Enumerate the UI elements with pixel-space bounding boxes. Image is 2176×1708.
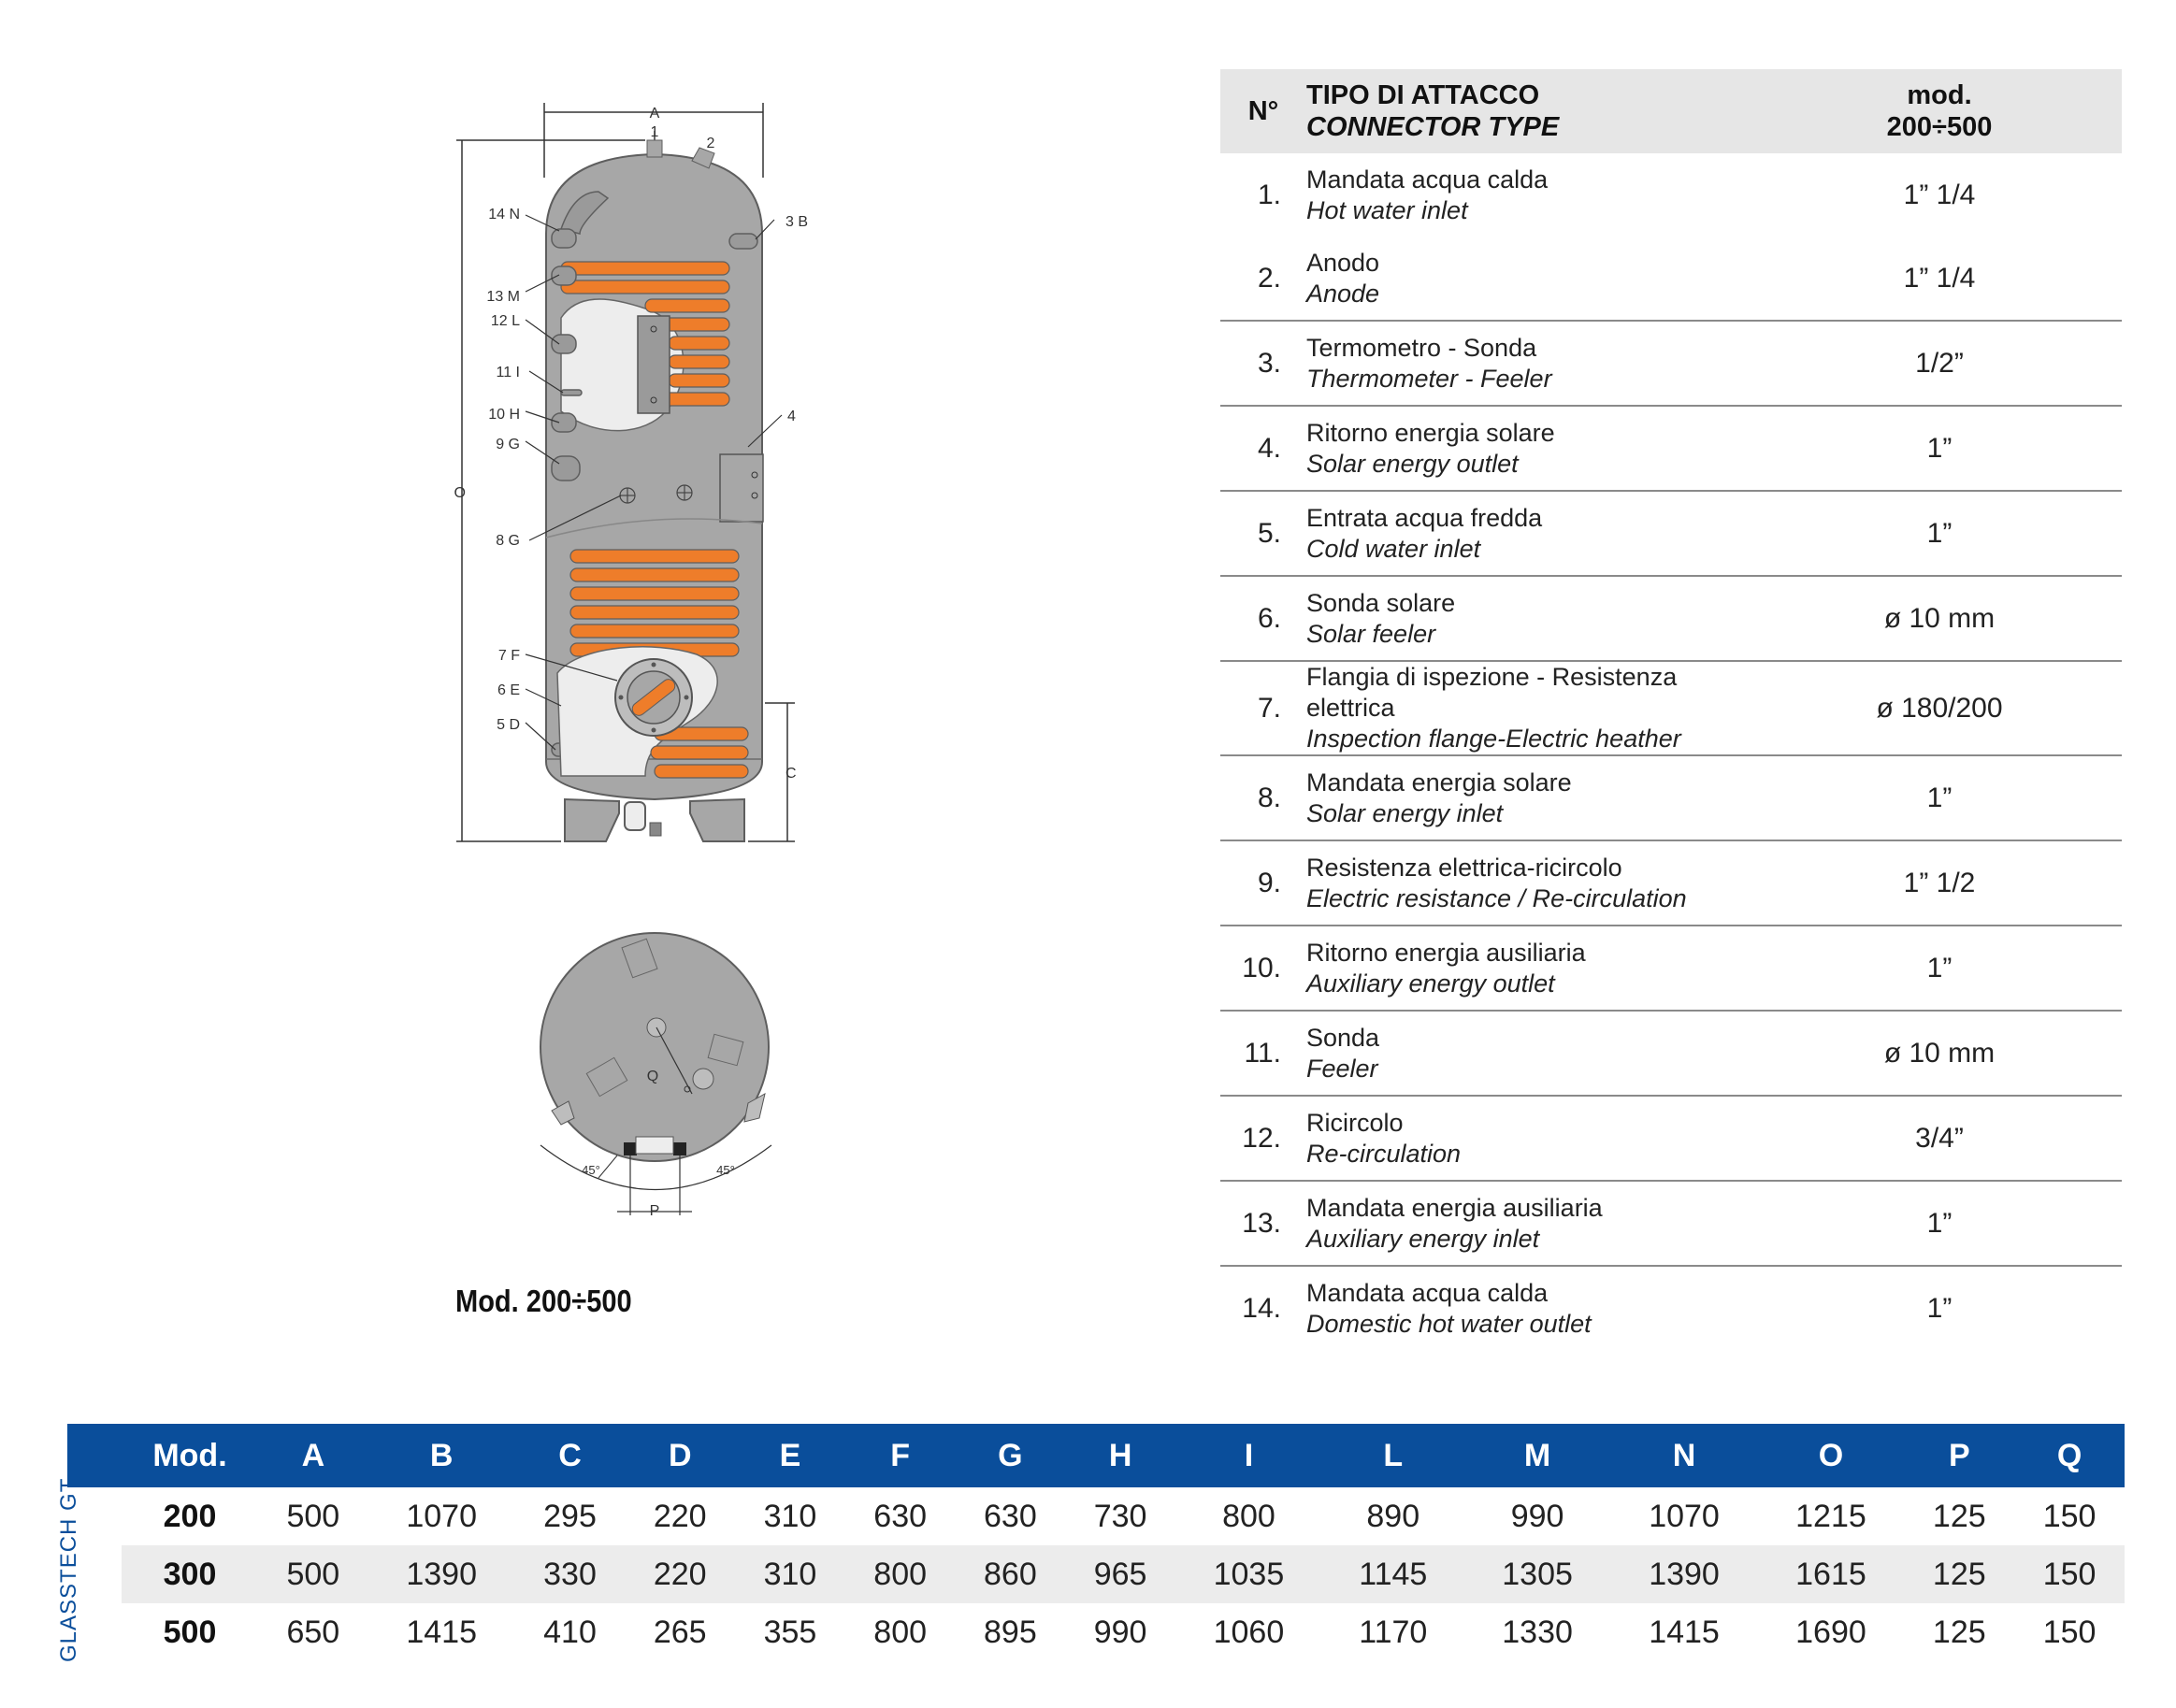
connector-size: 1” (1757, 1181, 2122, 1266)
connector-type (1306, 840, 1757, 926)
label-9G: 9 G (496, 437, 520, 452)
dimension-cell: 890 (1366, 1498, 1420, 1534)
dimension-cell: 295 (543, 1498, 597, 1534)
bottom-coil (651, 727, 748, 778)
header-type-it: TIPO DI ATTACCO (1306, 80, 1540, 110)
label-1: 1 (650, 124, 659, 140)
connector-type-it: Mandata acqua calda (1306, 165, 1549, 194)
connector-size: 1” (1757, 755, 2122, 840)
connector-type-en: Electric resistance / Re-circulation (1306, 883, 1687, 912)
dimensions-table (67, 1424, 2125, 1661)
connector-row (1220, 926, 2122, 1011)
connector-num: 14. (1220, 1266, 1306, 1350)
connector-type-it: Mandata energia ausiliaria (1306, 1193, 1603, 1222)
dimensions-body (67, 1487, 2125, 1661)
dimensions-row (67, 1487, 2125, 1545)
label-10H: 10 H (488, 407, 520, 423)
connector-row (1220, 406, 2122, 491)
connector-type-it: Ricircolo (1306, 1108, 1404, 1137)
label-12L: 12 L (490, 313, 520, 329)
connector-type-en: Auxiliary energy inlet (1306, 1224, 1540, 1253)
connector-type-it: Termometro - Sonda (1306, 333, 1537, 362)
dimension-cell: 650 (286, 1614, 340, 1650)
connector-row (1220, 1011, 2122, 1096)
connector-type (1306, 1096, 1757, 1181)
connector-num: 12. (1220, 1096, 1306, 1181)
connector-num: 1. (1257, 179, 1281, 210)
dimension-cell: 1415 (1649, 1614, 1720, 1650)
connector-type-it: Entrata acqua fredda (1306, 503, 1543, 532)
connector-type-it: Anodo (1306, 248, 1380, 277)
connector-size: 1” (1757, 491, 2122, 576)
connector-num: 10. (1220, 926, 1306, 1011)
label-7F: 7 F (497, 648, 520, 664)
label-13M: 13 M (486, 289, 520, 305)
connector-row (1220, 661, 2122, 755)
dimension-cell: 965 (1065, 1545, 1175, 1603)
dimension-cell: 1690 (1795, 1614, 1866, 1650)
connector-row (1220, 1266, 2122, 1350)
connector-type-it: Ritorno energia solare (1306, 418, 1555, 447)
inspection-flange (615, 659, 692, 736)
dimension-cell: 310 (735, 1545, 845, 1603)
connector-type-en: Feeler (1306, 1054, 1378, 1083)
dimension-cell: 990 (1093, 1614, 1147, 1650)
dimension-cell: 330 (515, 1545, 626, 1603)
fitting-1 (647, 140, 662, 157)
dimensions-row (67, 1603, 2125, 1661)
dimensions-header-cell: M (1523, 1437, 1551, 1473)
model-cell: 300 (122, 1545, 258, 1603)
dimension-cell: 1145 (1322, 1545, 1464, 1603)
connector-type-en: Anode (1306, 279, 1380, 308)
connector-row (1220, 491, 2122, 576)
connector-size: 3/4” (1757, 1096, 2122, 1181)
label-3B: 3 B (785, 214, 809, 230)
dimension-cell: 220 (653, 1498, 707, 1534)
connector-type-en: Cold water inlet (1306, 534, 1481, 563)
dimension-cell: 1615 (1758, 1545, 1905, 1603)
connector-size: ø 10 mm (1757, 1011, 2122, 1096)
dimension-cell: 1070 (406, 1498, 477, 1534)
series-side-label: GLASSTECH GT (56, 1477, 81, 1662)
connector-type-en: Inspection flange-Electric heather (1306, 725, 1681, 753)
dimension-cell: 1415 (406, 1614, 477, 1650)
dimension-cell: 895 (984, 1614, 1037, 1650)
connector-type (1306, 755, 1757, 840)
dimensions-header-cell: B (429, 1437, 454, 1473)
connector-type-en: Solar feeler (1306, 619, 1436, 648)
dimension-cell: 150 (2042, 1498, 2097, 1534)
connector-type-it: Sonda solare (1306, 588, 1456, 617)
dimensions-header-cell: D (668, 1437, 692, 1473)
dimensions-row (67, 1545, 2125, 1603)
dimensions-header-cell: E (779, 1437, 801, 1473)
dimension-cell: 1330 (1502, 1614, 1573, 1650)
dimension-cell: 630 (984, 1498, 1037, 1534)
connector-type-en: Hot water inlet (1306, 195, 1468, 224)
connector-num: 7. (1220, 661, 1306, 755)
connector-row (1220, 1096, 2122, 1181)
header-mod (1757, 69, 2122, 153)
connector-size: 1” (1757, 406, 2122, 491)
model-cell: 200 (163, 1498, 217, 1534)
connector-type-en: Re-circulation (1306, 1139, 1462, 1168)
dimension-cell: 410 (543, 1614, 597, 1650)
dimension-cell: 1060 (1213, 1614, 1285, 1650)
connector-type-it: Flangia di ispezione - Resistenza elettrica (1306, 663, 1678, 722)
dimension-cell: 125 (1932, 1498, 1986, 1534)
dimensions-header-cell: G (998, 1437, 1023, 1473)
dimension-cell: 355 (763, 1614, 817, 1650)
connector-type (1306, 237, 1757, 321)
connector-num: 8. (1220, 755, 1306, 840)
label-Q: Q (646, 1069, 659, 1084)
dimension-cell: 150 (2014, 1545, 2125, 1603)
connector-num: 13. (1220, 1181, 1306, 1266)
dimensions-header-cell: Mod. (152, 1437, 227, 1473)
dimension-cell: 730 (1093, 1498, 1147, 1534)
label-45-right: 45° (716, 1163, 735, 1177)
dimension-cell: 125 (1904, 1545, 2014, 1603)
connector-type (1306, 576, 1757, 661)
connector-type (1306, 153, 1757, 237)
dimension-cell: 500 (286, 1498, 340, 1534)
connector-num: 11. (1220, 1011, 1306, 1096)
connector-size: 1” 1/4 (1903, 179, 1976, 210)
dimensions-header-cell: C (558, 1437, 582, 1473)
dimensions-header-cell: I (1244, 1437, 1254, 1473)
label-14N: 14 N (488, 207, 520, 222)
connector-num: 6. (1220, 576, 1306, 661)
dimension-cell: 1035 (1175, 1545, 1322, 1603)
connector-type-en: Domestic hot water outlet (1306, 1309, 1592, 1338)
dimension-cell: 1390 (1611, 1545, 1758, 1603)
connector-type (1306, 491, 1757, 576)
tank-foot-left (565, 799, 619, 841)
label-C: C (785, 766, 797, 782)
dimensions-header-cell: F (890, 1437, 911, 1473)
connector-type (1306, 661, 1757, 755)
connector-type (1306, 1181, 1757, 1266)
connector-type (1306, 926, 1757, 1011)
label-8G: 8 G (496, 533, 520, 549)
dimension-cell: 1215 (1795, 1498, 1866, 1534)
dimension-cell: 800 (873, 1614, 928, 1650)
connector-row (1220, 840, 2122, 926)
dimensions-header-cell: Q (2056, 1437, 2082, 1473)
connector-type-it: Sonda (1306, 1023, 1380, 1052)
connector-size: 1” 1/2 (1757, 840, 2122, 926)
dimension-cell: 800 (845, 1545, 956, 1603)
dimension-cell: 1390 (368, 1545, 515, 1603)
connector-type-en: Solar energy outlet (1306, 449, 1519, 478)
connector-size: 1” 1/4 (1903, 262, 1976, 294)
connector-row (1220, 153, 2122, 237)
connector-type (1306, 1266, 1757, 1350)
dimension-cell: 800 (1222, 1498, 1275, 1534)
label-11I: 11 I (496, 365, 520, 380)
connector-type-en: Solar energy inlet (1306, 798, 1504, 827)
connector-table (1220, 69, 2122, 1350)
connector-size: 1” (1757, 926, 2122, 1011)
dimension-cell: 1170 (1359, 1614, 1428, 1650)
dimension-cell: 1305 (1464, 1545, 1611, 1603)
dimension-cell: 500 (258, 1545, 368, 1603)
connector-type (1306, 1011, 1757, 1096)
label-A: A (649, 106, 660, 122)
connector-type-en: Thermometer - Feeler (1306, 364, 1552, 393)
connector-table-body (1220, 153, 2122, 1350)
connector-num: 9. (1220, 840, 1306, 926)
header-mod-1: mod. (1907, 80, 1972, 110)
connector-type-it: Mandata energia solare (1306, 768, 1572, 797)
dimension-cell: 220 (625, 1545, 735, 1603)
header-type-en: CONNECTOR TYPE (1306, 112, 1560, 142)
label-4: 4 (787, 409, 796, 424)
connector-size: 1/2” (1757, 321, 2122, 406)
tank-drawing (0, 0, 1178, 1346)
dimension-cell: 125 (1932, 1614, 1986, 1650)
connector-row (1220, 1181, 2122, 1266)
connector-row (1220, 755, 2122, 840)
connector-num: 3. (1220, 321, 1306, 406)
connector-type-en: Auxiliary energy outlet (1306, 969, 1555, 998)
label-P: P (649, 1203, 660, 1219)
connector-4-box (720, 454, 763, 522)
dimension-cell: 310 (763, 1498, 817, 1534)
connector-num: 5. (1220, 491, 1306, 576)
dimensions-header (67, 1424, 2125, 1487)
connector-size: ø 10 mm (1757, 576, 2122, 661)
dimensions-header-cell: O (1818, 1437, 1844, 1473)
label-O: O (454, 485, 466, 501)
dimensions-header-cell: H (1108, 1437, 1132, 1473)
header-num: N° (1247, 95, 1279, 126)
dimension-cell: 265 (653, 1614, 707, 1650)
dimension-cell: 860 (956, 1545, 1066, 1603)
label-2: 2 (706, 136, 715, 151)
dimension-cell: 990 (1510, 1498, 1564, 1534)
connector-table-header (1220, 69, 2122, 153)
connector-num: 4. (1220, 406, 1306, 491)
tank-foot-right (690, 799, 744, 841)
connector-size: 1” (1757, 1266, 2122, 1350)
connector-size: ø 180/200 (1757, 661, 2122, 755)
connector-num: 2. (1257, 262, 1281, 294)
label-6E: 6 E (497, 682, 520, 698)
header-type (1306, 69, 1757, 153)
dimensions-header-cell: A (301, 1437, 325, 1473)
label-5D: 5 D (497, 717, 520, 733)
connector-type-it: Resistenza elettrica-ricircolo (1306, 853, 1622, 882)
dimensions-header-cell: N (1672, 1437, 1696, 1473)
model-cell: 500 (163, 1614, 217, 1650)
sensor-plate (638, 316, 670, 413)
connector-type-it: Ritorno energia ausiliaria (1306, 938, 1586, 967)
connector-row (1220, 321, 2122, 406)
connector-row (1220, 576, 2122, 661)
dimension-cell: 1070 (1649, 1498, 1720, 1534)
dimensions-header-cell: L (1383, 1437, 1404, 1473)
dimension-cell: 150 (2042, 1614, 2097, 1650)
label-45-left: 45° (582, 1163, 600, 1177)
dimension-cell: 630 (873, 1498, 928, 1534)
dimensions-header-cell: P (1948, 1437, 1970, 1473)
connector-type (1306, 321, 1757, 406)
connector-type (1306, 406, 1757, 491)
figure-caption: Mod. 200÷500 (455, 1284, 632, 1318)
connector-row (1220, 237, 2122, 321)
header-mod-2: 200÷500 (1886, 112, 1993, 142)
connector-type-it: Mandata acqua calda (1306, 1278, 1549, 1307)
